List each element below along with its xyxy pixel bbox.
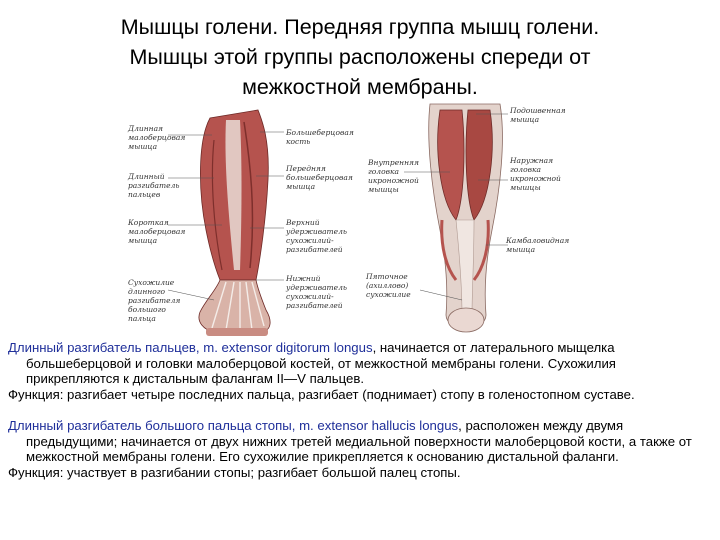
anatomy-drawing [0, 100, 720, 340]
label-inferior-retinaculum: Нижний удерживатель сухожилий- разгибателей [286, 274, 347, 310]
paragraph-edl-function: Функция: разгибает четыре последних пальца, разгибает (поднимает) стопу в голеностопном суставе. [8, 386, 635, 402]
leg-muscles-illustration [0, 100, 720, 340]
term-extensor-digitorum-longus: Длинный разгибатель пальцев, m. extensor digitorum longus [8, 340, 373, 355]
label-soleus: Камбаловидная мышца [506, 236, 570, 254]
label-tibialis-anterior: Передняя большеберцовая мышца [286, 164, 353, 191]
term-extensor-hallucis-longus: Длинный разгибатель большого пальца стопы, m. extensor hallucis longus [8, 418, 459, 433]
label-superior-retinaculum: Верхний удерживатель сухожилий- разгибателей [286, 218, 347, 254]
label-tibia: Большеберцовая кость [286, 128, 354, 146]
slide-title [40, 12, 680, 102]
title-line-3: межкостной мембраны. [242, 75, 478, 99]
paragraph-edl-text: , начинается от латерального мыщелка большеберцовой и головки малоберцовой костей, от межкостной мембраны голени. Сухожилия прикрепляются к дистальным фалангам II—V пальцев. [26, 340, 616, 386]
description-text [8, 340, 708, 480]
paragraph-ehl-text: , расположен между двумя предыдущими; начинается от двух нижних третей медиальной поверхности малоберцовой кости, а также от межкостной мембраны голени. Его сухожилие прикрепляется к основанию дистальной фаланги. [26, 418, 692, 464]
title-line-1: Мышцы голени. Передняя группа мышц голени. [120, 15, 600, 39]
label-peroneus-brevis: Короткая малоберцовая мышца [128, 218, 186, 245]
paragraph-ehl [8, 418, 708, 465]
label-peroneus-longus: Длинная малоберцовая мышца [128, 124, 186, 151]
posterior-leg-drawing [429, 104, 503, 332]
label-extensor-digitorum-longus: Длинный разгибатель пальцев [128, 172, 180, 199]
paragraph-ehl-function: Функция: участвует в разгибании стопы; разгибает большой палец стопы. [8, 464, 461, 480]
anterior-leg-drawing [199, 110, 270, 336]
paragraph-edl [8, 340, 708, 387]
label-plantaris: Подошвенная мышца [510, 106, 566, 124]
spacer [8, 402, 708, 418]
title-line-2: Мышцы этой группы расположены спереди от [129, 45, 591, 69]
label-gastrocnemius-medial-head: Внутренняя головка икроножной мышцы [368, 158, 419, 194]
label-achilles-tendon: Пяточное (ахиллово) сухожилие [366, 272, 411, 299]
label-extensor-hallucis-tendon: Сухожилие длинного разгибателя большого пальца [128, 278, 181, 323]
label-gastrocnemius-lateral-head: Наружная головка икроножной мышцы [510, 156, 561, 192]
